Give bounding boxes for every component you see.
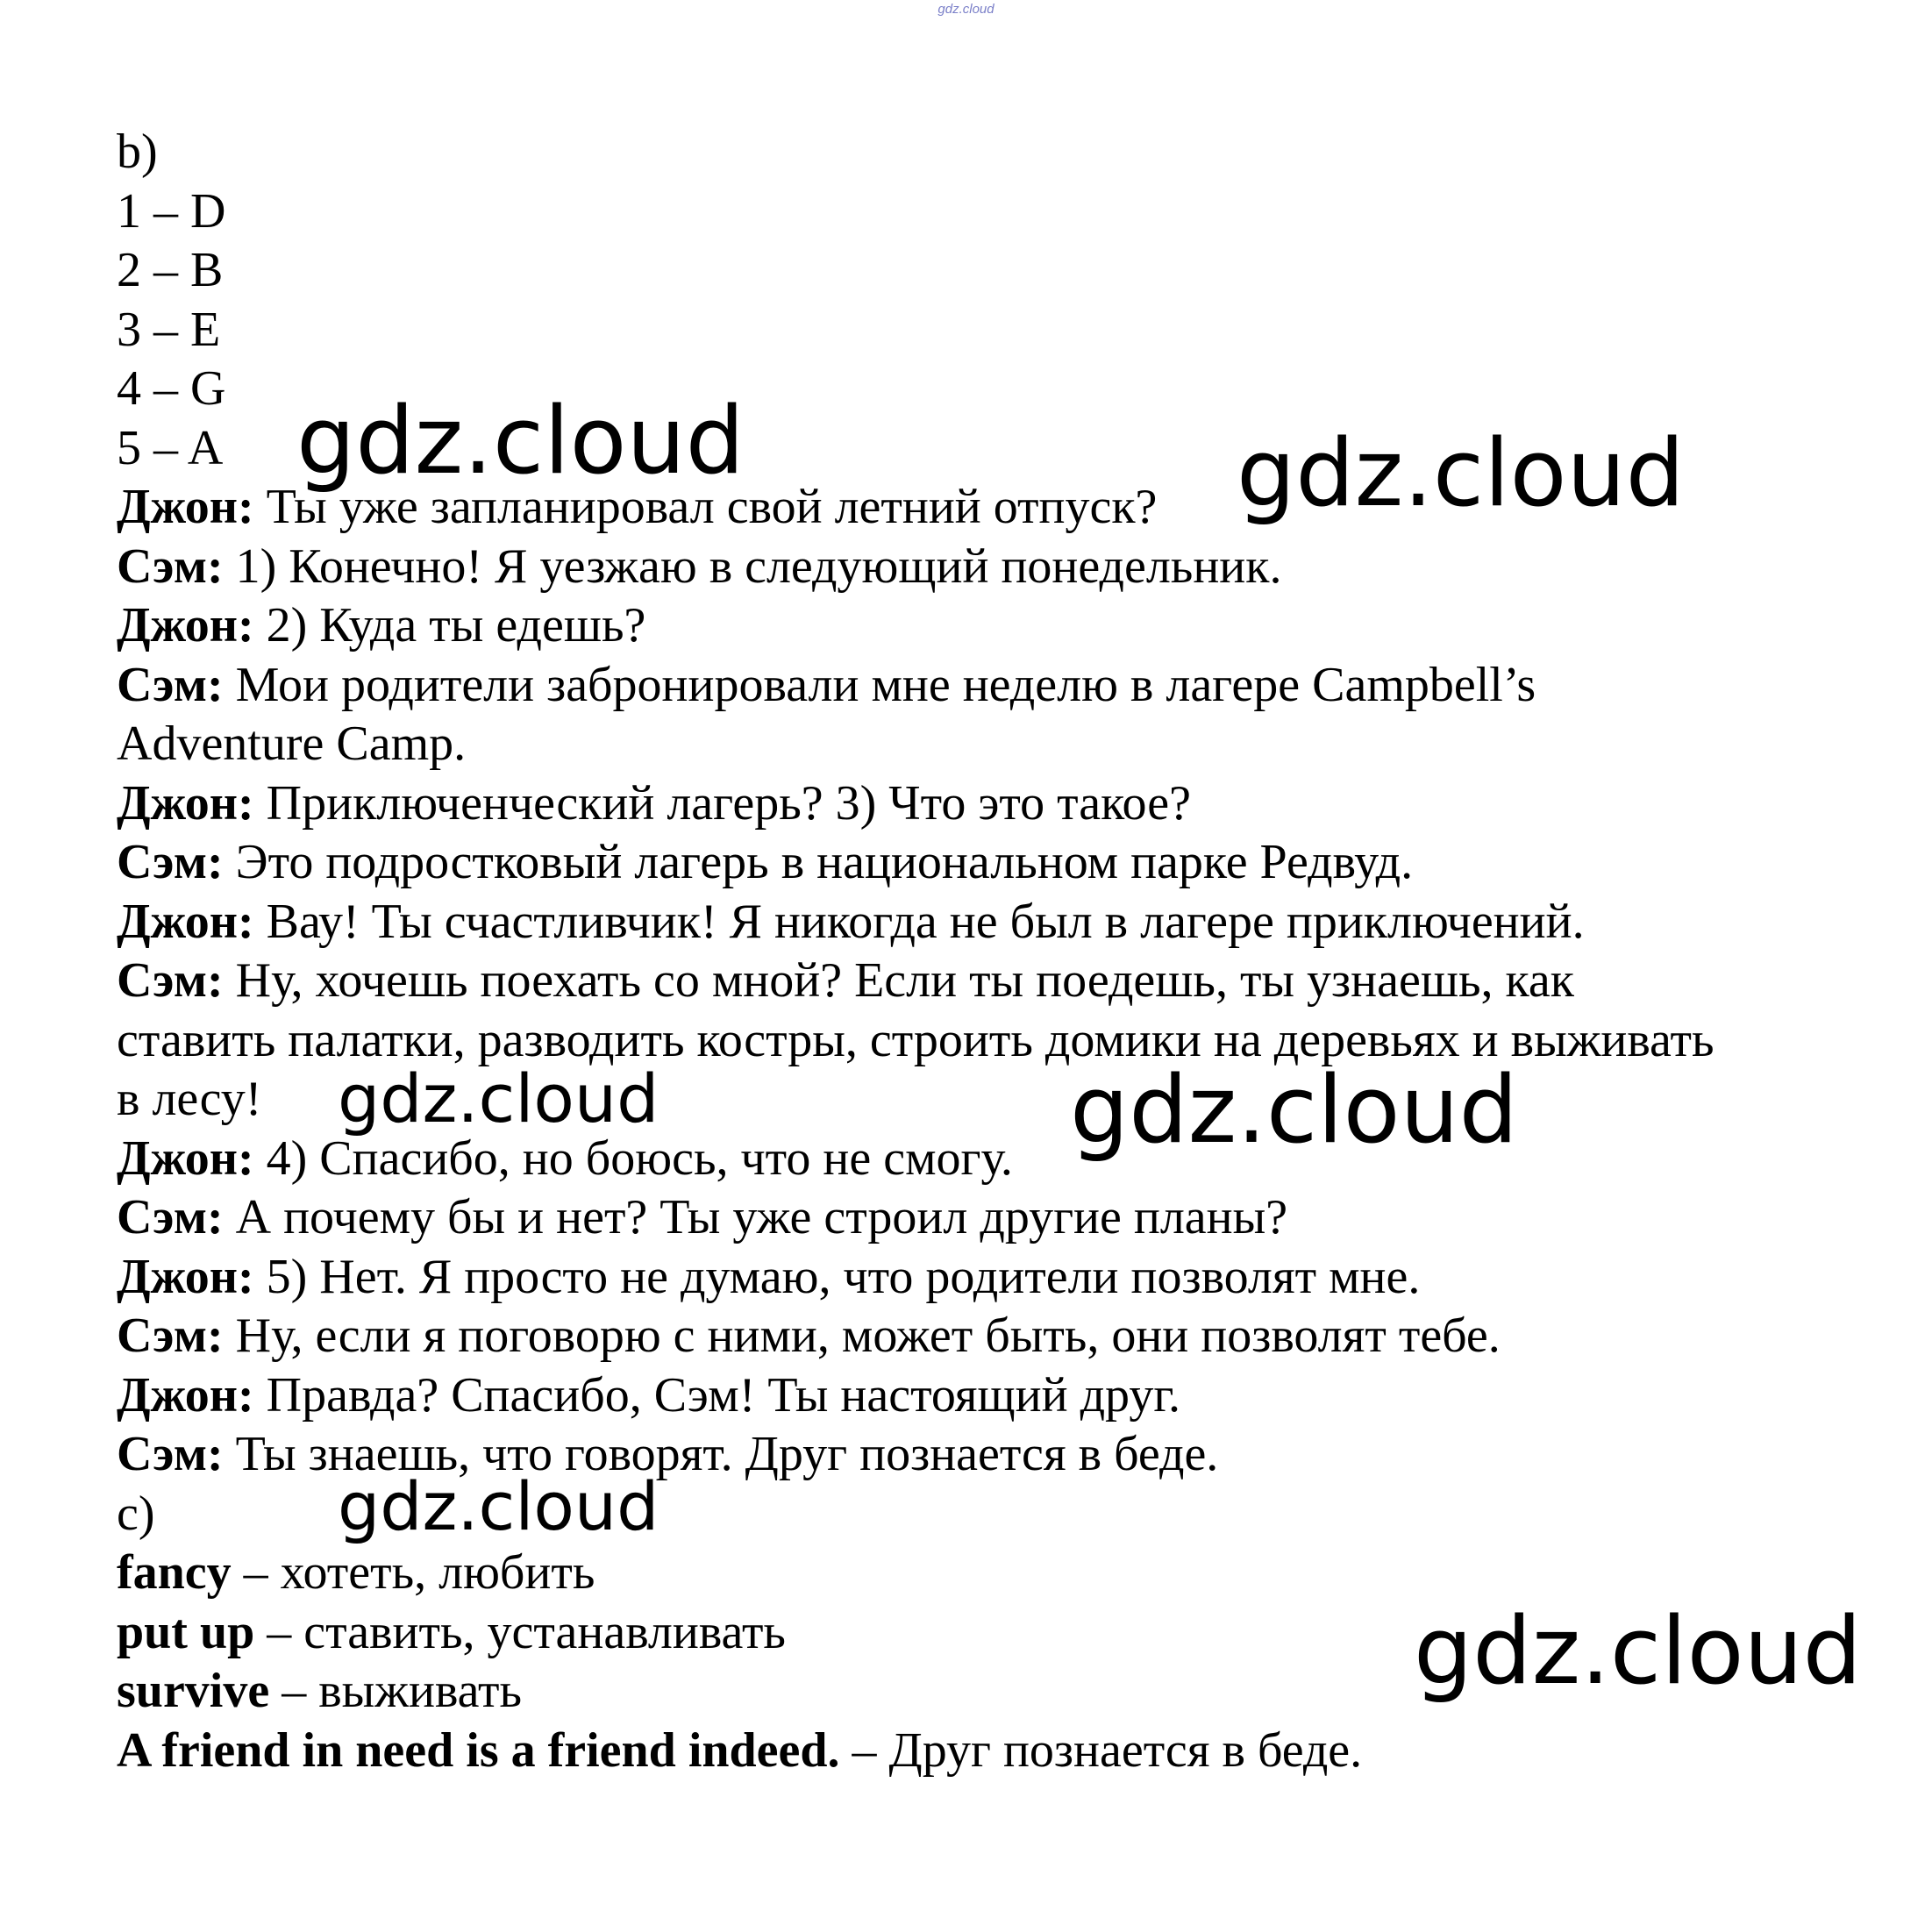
speaker-name: Джон: (117, 1367, 254, 1423)
speaker-name: Джон: (117, 775, 254, 831)
answer-1: 1 – D (117, 183, 226, 239)
dialogue-text: 2) Куда ты едешь? (253, 598, 646, 652)
speaker-name: Джон: (117, 598, 254, 652)
dialogue-text: 1) Конечно! Я уезжаю в следующий понедельник. (223, 538, 1282, 594)
dialogue-text: Вау! Ты счастливчик! Я никогда не был в лагере приключений. (253, 894, 1585, 949)
dialogue-text: 5) Нет. Я просто не думаю, что родители позволят мне. (253, 1249, 1421, 1304)
dialogue-text: Приключенческий лагерь? 3) Что это такое? (253, 775, 1191, 831)
watermark: gdz.cloud (338, 1467, 659, 1545)
dialogue-line (117, 1130, 1871, 1189)
answer-3: 3 – E (117, 302, 221, 357)
watermark: gdz.cloud (296, 387, 745, 495)
section-c-label: c) (117, 1486, 155, 1541)
dialogue-text: Мои родители забронировали мне неделю в лагере Campbell’s (223, 657, 1536, 712)
dialogue-text: Ты уже запланировал свой летний отпуск? (253, 480, 1158, 534)
speaker-name: Джон: (117, 1249, 254, 1304)
vocab-term: A friend in need is a friend indeed. (117, 1722, 840, 1778)
speaker-name: Сэм: (117, 657, 224, 712)
watermark: gdz.cloud (338, 1059, 659, 1137)
speaker-name: Сэм: (117, 953, 224, 1008)
watermark: gdz.cloud (1414, 1597, 1862, 1705)
dialogue-text: Это подростковый лагерь в национальном парке Редвуд. (223, 835, 1414, 889)
answer-4: 4 – G (117, 361, 226, 416)
vocab-item (117, 1544, 1871, 1603)
speaker-name: Джон: (117, 480, 254, 534)
dialogue-text: А почему бы и нет? Ты уже строил другие планы? (223, 1190, 1288, 1244)
dialogue-line (117, 596, 1871, 656)
watermark: gdz.cloud (1070, 1056, 1518, 1164)
speaker-name: Джон: (117, 1130, 254, 1186)
speaker-name: Джон: (117, 894, 254, 949)
dialogue-line (117, 952, 1871, 1011)
dialogue-line (117, 893, 1871, 952)
speaker-name: Сэм: (117, 538, 224, 594)
vocab-item (117, 1722, 1871, 1781)
section-b-label: b) (117, 125, 158, 179)
dialogue-continuation: ставить палатки, разводить костры, строить домики на деревьях и выживать (117, 1012, 1715, 1067)
dialogue-text: Правда? Спасибо, Сэм! Ты настоящий друг. (253, 1367, 1180, 1423)
dialogue-line (117, 656, 1871, 716)
header-watermark: gdz.cloud (937, 2, 995, 17)
speaker-name: Сэм: (117, 1308, 224, 1363)
dialogue-line (117, 833, 1871, 893)
vocab-term: put up (117, 1604, 255, 1659)
vocab-term: survive (117, 1664, 270, 1718)
vocab-definition: – Друг познается в беде. (839, 1722, 1363, 1778)
dialogue-continuation: Adventure Camp. (117, 717, 467, 771)
speaker-name: Сэм: (117, 1427, 224, 1481)
vocab-definition: – ставить, устанавливать (254, 1604, 786, 1659)
dialogue-line (117, 538, 1871, 597)
vocab-term: fancy (117, 1545, 232, 1600)
speaker-name: Сэм: (117, 835, 224, 889)
dialogue-line (117, 1366, 1871, 1426)
dialogue-text: 4) Спасибо, но боюсь, что не смогу. (253, 1130, 1013, 1186)
dialogue-line (117, 1248, 1871, 1308)
dialogue-continuation: в лесу! (117, 1072, 262, 1126)
speaker-name: Сэм: (117, 1190, 224, 1244)
vocab-definition: – хотеть, любить (231, 1545, 595, 1600)
dialogue-line (117, 1307, 1871, 1366)
dialogue-text: Ты знаешь, что говорят. Друг познается в беде. (223, 1427, 1219, 1481)
dialogue-line (117, 774, 1871, 834)
answer-2: 2 – B (117, 243, 224, 297)
dialogue-text: Ну, хочешь поехать со мной? Если ты поедешь, ты узнаешь, как (223, 953, 1574, 1008)
dialogue-line (117, 1188, 1871, 1248)
dialogue-text: Ну, если я поговорю с ними, может быть, они позволят тебе. (223, 1308, 1501, 1363)
answer-5: 5 – A (117, 420, 224, 475)
watermark: gdz.cloud (1237, 419, 1685, 527)
vocab-definition: – выживать (269, 1664, 523, 1718)
